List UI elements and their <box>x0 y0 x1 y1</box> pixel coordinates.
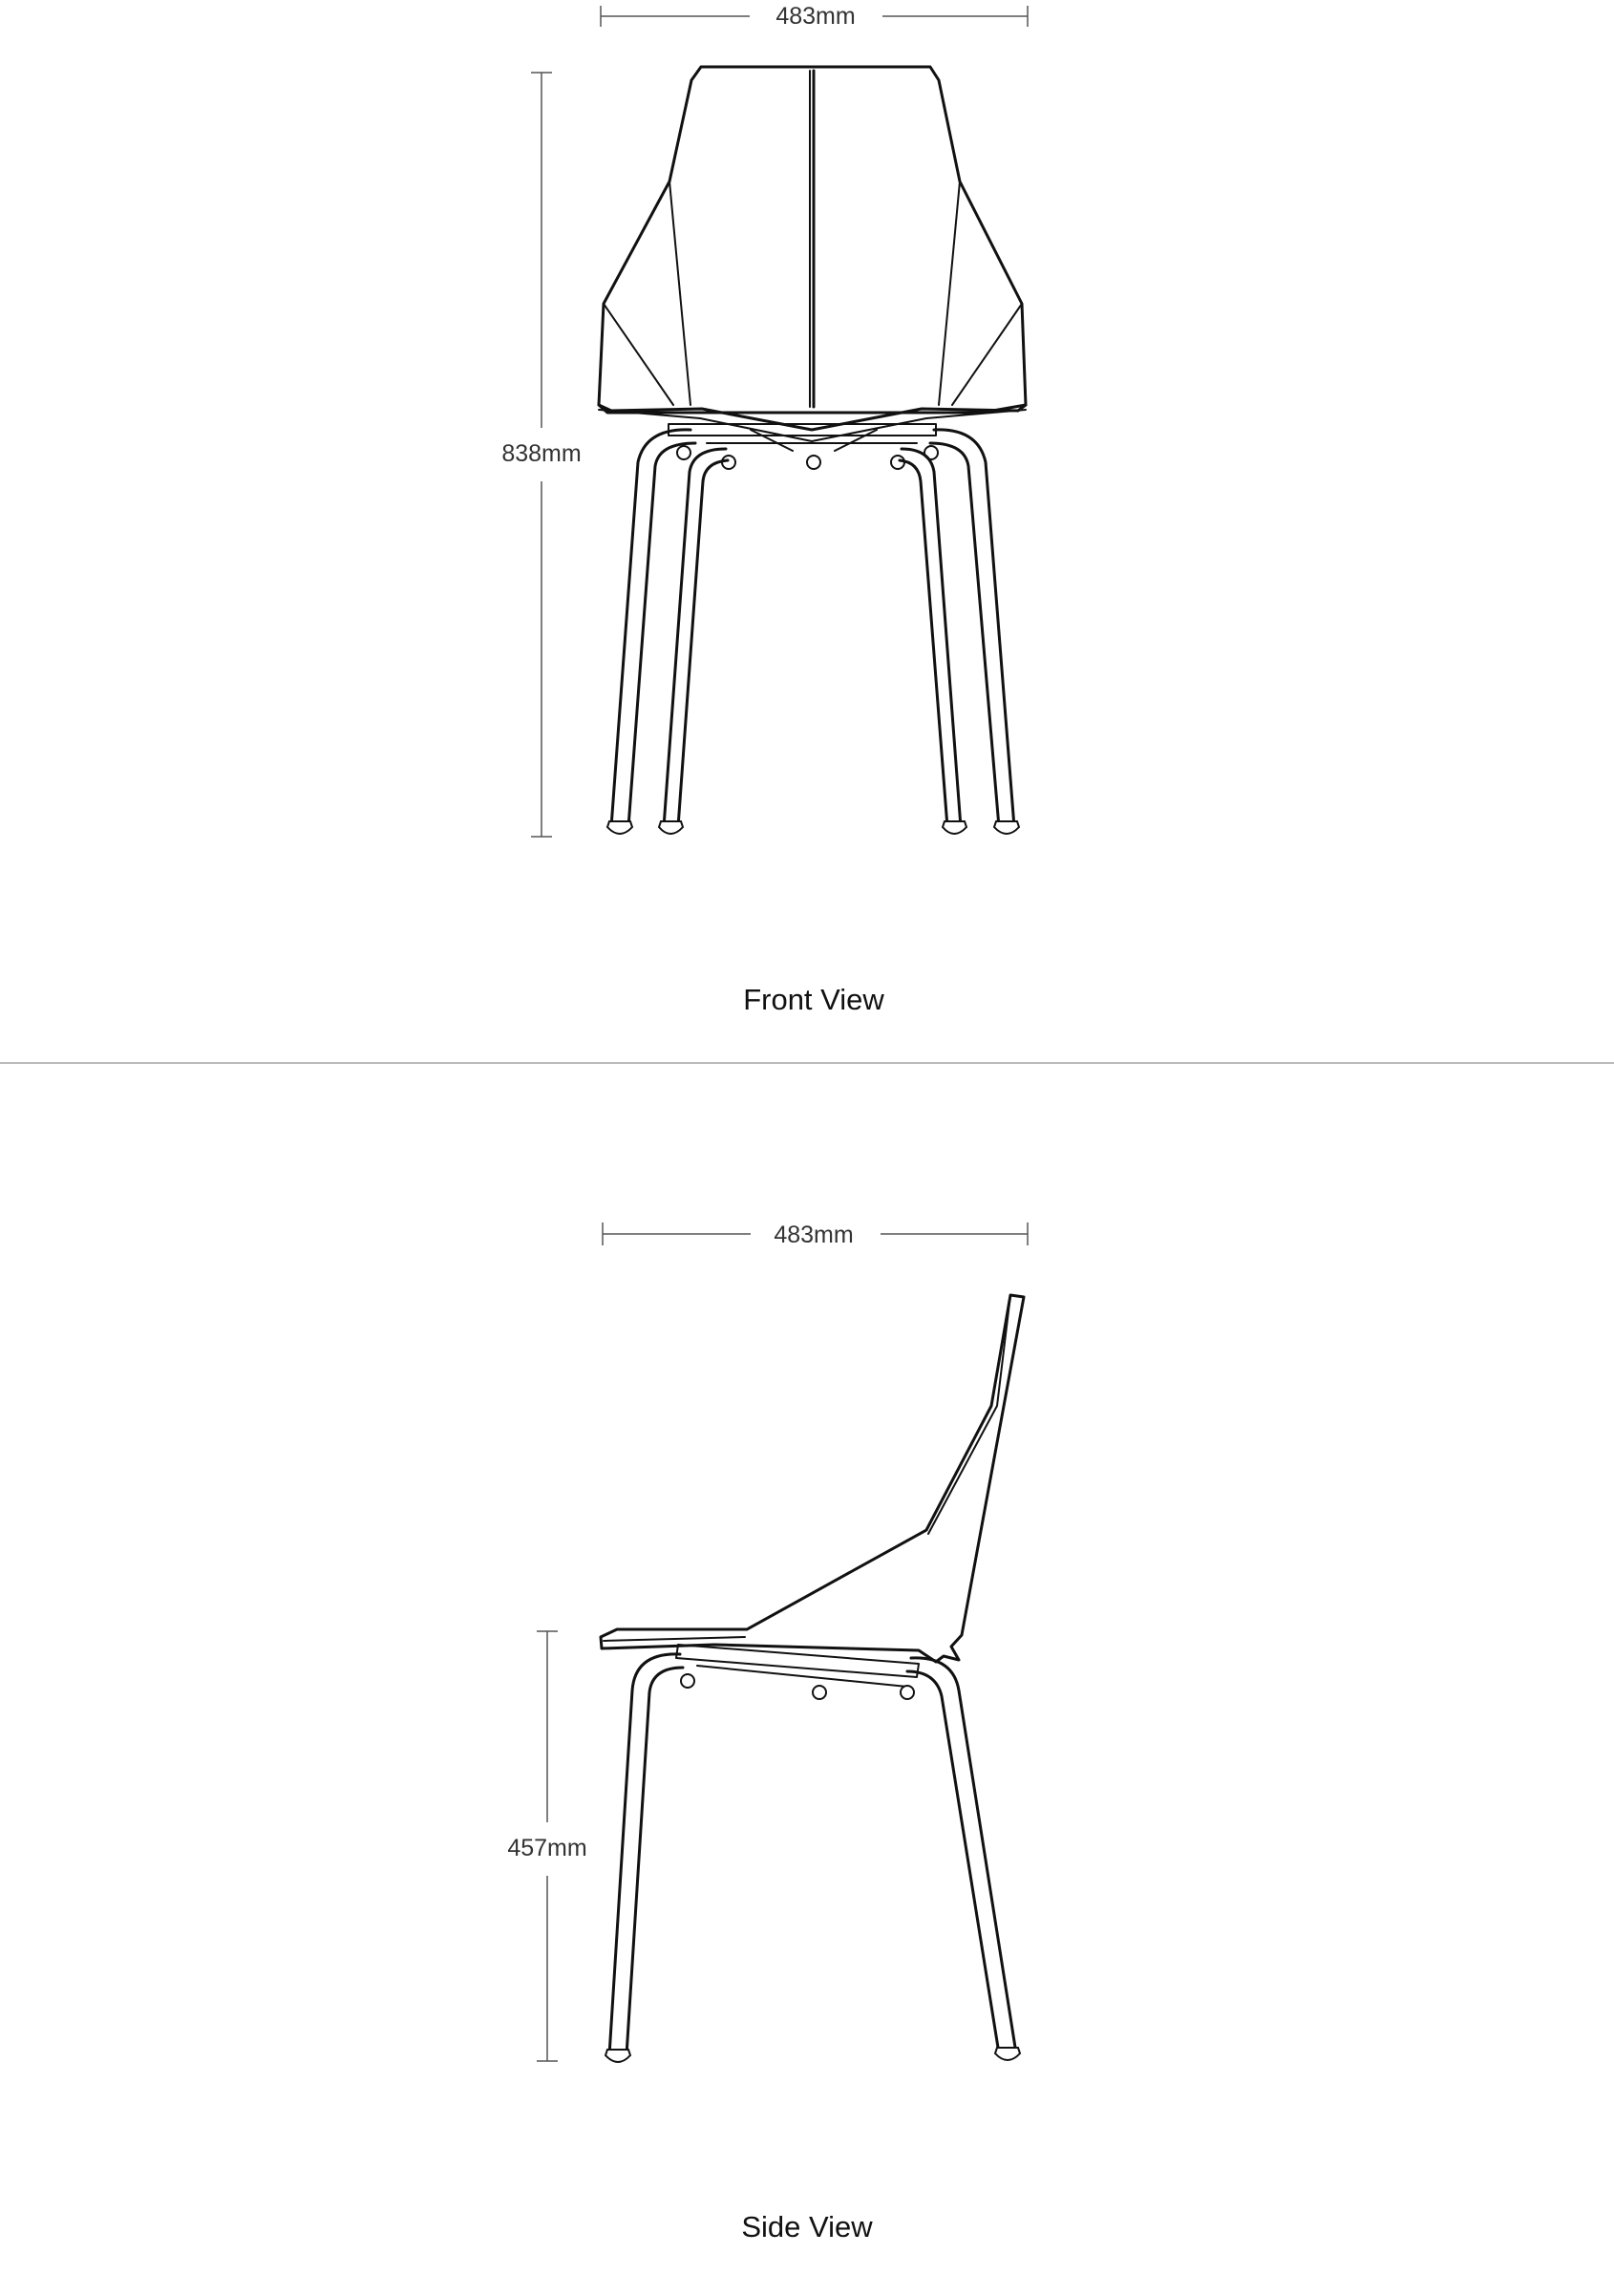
front-width-label: 483mm <box>775 3 856 30</box>
side-view-caption: Side View <box>741 2210 873 2243</box>
side-depth-label: 483mm <box>774 1222 854 1248</box>
front-view <box>501 3 1028 1016</box>
front-view-caption: Front View <box>743 983 884 1016</box>
side-height-dimension <box>507 1631 586 2061</box>
front-height-dimension <box>501 73 581 837</box>
side-chair-illustration <box>601 1295 1024 2062</box>
side-depth-dimension <box>603 1222 1028 1248</box>
front-width-dimension <box>601 3 1028 30</box>
front-chair-illustration <box>599 67 1026 834</box>
front-height-label: 838mm <box>501 440 582 467</box>
side-view <box>507 1222 1028 2243</box>
side-height-label: 457mm <box>507 1835 587 1861</box>
